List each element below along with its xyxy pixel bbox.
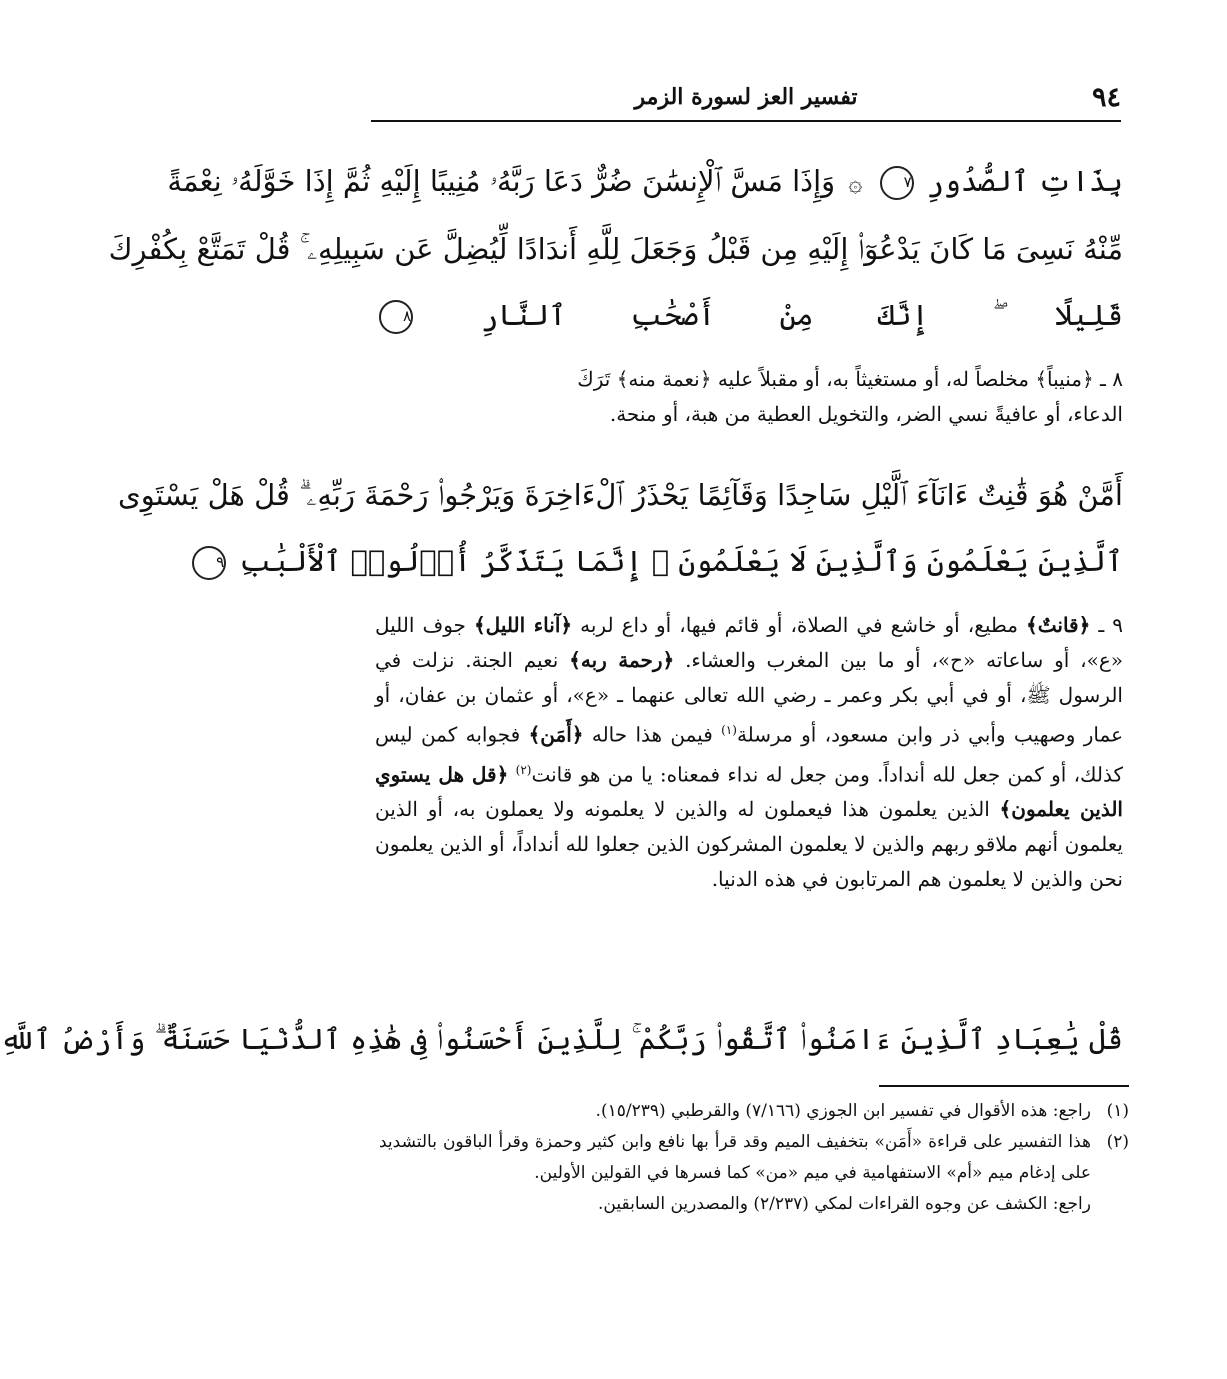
quran-line: ٱلَّذِينَ يَعْلَمُونَ وَٱلَّذِينَ لَا يَعْلَمُونَ ۗ إِنَّمَا يَتَذَكَّرُ أُو۟لُوا۟ ٱلْأَلْبَٰبِ ٩ [375, 528, 1123, 594]
section-separator-icon: ۞ [848, 169, 863, 197]
footnote-1 [379, 1096, 1129, 1127]
quoted-term: ﴿آناء الليل﴾ [473, 613, 573, 637]
ayah-number-marker: ٨ [379, 300, 413, 334]
footnote-ref: (٢) [515, 762, 532, 777]
footnote-2 [379, 1127, 1129, 1189]
footnote-text: هذا التفسير على قراءة «أَمَن» بتخفيف الميم وقد قرأ بها نافع وابن كثير وحمزة وقرأ الباقون بالتشديد على إدغام ميم «أم» الاستفهامية في ميم «من» كما فسرها في القولين الأولين. [379, 1132, 1091, 1183]
commentary-line: ٨ ـ ﴿منيباً﴾ مخلصاً له، أو مستغيثاً به، أو مقبلاً عليه ﴿نعمة منه﴾ تَرَكَ [577, 367, 1123, 391]
footnote-text: راجع: هذه الأقوال في تفسير ابن الجوزي (٧/١٦٦) والقرطبي (١٥/٢٣٩). [595, 1101, 1091, 1121]
quran-passage-2 [118, 462, 1123, 594]
quran-line: قَلِيلًا ۖ إِنَّكَ مِنْ أَصْحَٰبِ ٱلنَّارِ ٨ [375, 282, 1123, 348]
footnotes [379, 1096, 1129, 1220]
footnote-ref: (١) [721, 723, 737, 737]
footnote-number: (١) [1106, 1101, 1129, 1121]
quran-line: قُلْ يَٰعِبَادِ ٱلَّذِينَ ءَامَنُوا۟ ٱتَّقُوا۟ رَبَّكُمْ ۚ لِلَّذِينَ أَحْسَنُوا۟ فِى هَٰذِهِ ٱلدُّنْيَا حَسَنَةٌ ۗ وَأَرْضُ ٱللَّهِ [0, 1022, 1123, 1056]
ayah-number-marker: ٩ [192, 546, 226, 580]
quoted-term: ﴿أَمَن﴾ [528, 722, 584, 747]
quran-passage-3 [0, 1006, 1123, 1072]
quoted-term: ﴿رحمة ربه﴾ [569, 648, 675, 672]
quoted-term: ﴿قل هل يستوي الذين يعلمون﴾ [375, 762, 1123, 822]
quran-line: بِذَاتِ ٱلصُّدُورِ ٧ ۞ وَإِذَا مَسَّ ٱلْإِنسَٰنَ ضُرٌّ دَعَا رَبَّهُۥ مُنِيبًا إِلَيْهِ ثُمَّ إِذَا خَوَّلَهُۥ نِعْمَةً [167, 164, 1123, 198]
page-number: ٩٤ [1091, 82, 1121, 113]
commentary-verse-8 [375, 362, 1123, 432]
running-title: تفسير العز لسورة الزمر [634, 84, 858, 110]
footnote-2-reference: راجع: الكشف عن وجوه القراءات لمكي (٢/٢٣٧) والمصدرين السابقين. [598, 1194, 1091, 1214]
quran-line: مِّنْهُ نَسِىَ مَا كَانَ يَدْعُوٓا۟ إِلَيْهِ مِن قَبْلُ وَجَعَلَ لِلَّهِ أَندَادًا لِّيُضِلَّ عَن سَبِيلِهِۦ ۚ قُلْ تَمَتَّعْ بِكُفْرِكَ [108, 232, 1123, 266]
page-header [371, 80, 1121, 122]
quran-line: أَمَّنْ هُوَ قَٰنِتٌ ءَانَآءَ ٱلَّيْلِ سَاجِدًا وَقَآئِمًا يَحْذَرُ ٱلْءَاخِرَةَ وَيَرْجُوا۟ رَحْمَةَ رَبِّهِۦ ۗ قُلْ هَلْ يَسْتَوِى [118, 478, 1123, 512]
ayah-number-marker: ٧ [880, 166, 914, 200]
commentary-verse-9: ٩ ـ ﴿قانتٌ﴾ مطيع، أو خاشع في الصلاة، أو قائم فيها، أو داع لربه ﴿آناء الليل﴾ جوف الليل «ع»، أو ساعاته «ح»، أو ما بين المغرب والعشاء. ﴿رحمة ربه﴾ نعيم الجنة. نزلت في الرسول ﷺ، أو في أبي بكر وعمر ـ رضي الله تعالى عنهما ـ «ع»، أو عثمان بن عفان، أو عمار وصهيب وأبي ذر وابن مسعود، أو مرسلة$^{(١)}$ فيمن هذا حاله ﴿أَمَن﴾ فجوابه كمن ليس كذلك، أو كمن جعل لله أنداداً. ومن جعل له نداء فمعناه: يا من هو قانت$^{(٢)}$ ﴿قل هل يستوي الذين يعلمون﴾ الذين يعلمون هذا فيعملون له والذين لا يعلمونه ولا يعملون به، أو الذين يعلمون أنهم ملاقو ربهم والذين لا يعلمون المشركون الذين جعلوا لله أنداداً، أو الذين يعلمون نحن والذين لا يعلمون هم المرتابون في هذه الدنيا. [375, 613, 1124, 892]
quran-passage-1 [108, 148, 1123, 348]
quoted-term: ﴿قانتٌ﴾ [1026, 613, 1091, 637]
commentary-line: الدعاء، أو عافيةً نسي الضر، والتخويل العطية من هبة، أو منحة. [609, 402, 1123, 426]
footnote-divider [879, 1085, 1129, 1087]
footnote-number: (٢) [1106, 1132, 1129, 1152]
